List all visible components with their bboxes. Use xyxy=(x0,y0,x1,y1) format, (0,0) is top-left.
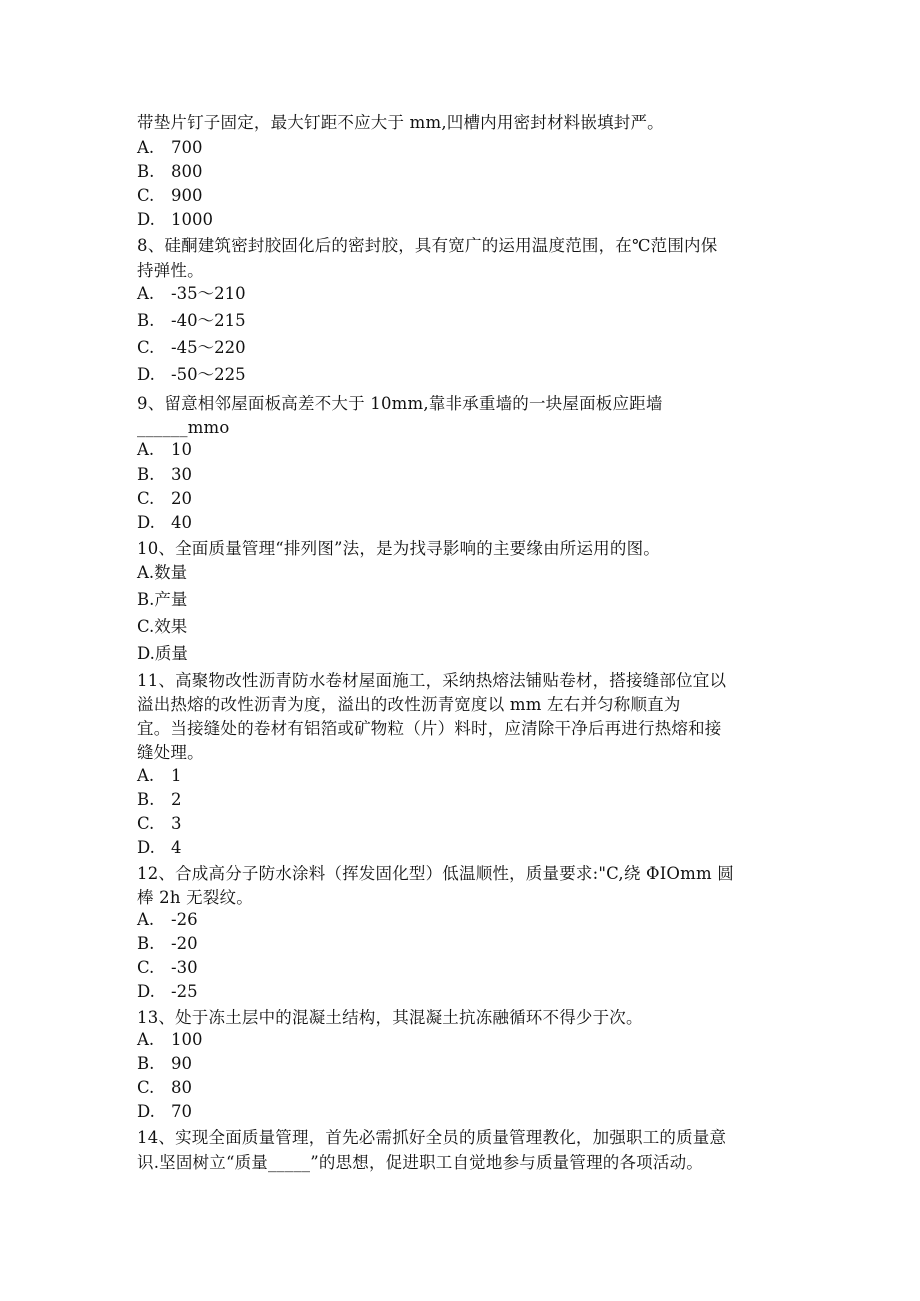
q8-option-a: A. -35～210 xyxy=(137,284,246,303)
q11-stem-line1: 11、高聚物改性沥青防水卷材屋面施工，采纳热熔法铺贴卷材，搭接缝部位宜以 xyxy=(137,671,727,690)
q11-option-a: A. 1 xyxy=(137,766,182,785)
q9-option-a: A. 10 xyxy=(137,440,192,459)
q7-option-b: B. 800 xyxy=(137,162,203,181)
q12-option-d: D. -25 xyxy=(137,982,198,1001)
q11-stem-line3: 宜。当接缝处的卷材有铝箔或矿物粒（片）料时，应清除干净后再进行热熔和接 xyxy=(137,719,722,738)
q11-stem-line2: 溢出热熔的改性沥青为度，溢出的改性沥青宽度以 mm 左右并匀称顺直为 xyxy=(137,695,681,714)
q11-option-b: B. 2 xyxy=(137,790,182,809)
q11-option-c: C. 3 xyxy=(137,814,182,833)
q9-stem-line2: ______mmo xyxy=(137,418,230,437)
q12-option-a: A. -26 xyxy=(137,910,198,929)
q8-stem-line1: 8、硅酮建筑密封胶固化后的密封胶，具有宽广的运用温度范围，在℃范围内保 xyxy=(137,236,718,255)
q13-option-a: A. 100 xyxy=(137,1030,203,1049)
q9-option-c: C. 20 xyxy=(137,489,192,508)
q8-option-d: D. -50～225 xyxy=(137,365,246,384)
q7-option-d: D. 1000 xyxy=(137,210,213,229)
q12-stem-line1: 12、合成高分子防水涂料（挥发固化型）低温顺性，质量要求:"C,绕 ΦIOmm 圆 xyxy=(137,864,734,883)
q8-option-b: B. -40～215 xyxy=(137,311,246,330)
q10-option-d: D.质量 xyxy=(137,644,188,663)
q12-option-c: C. -30 xyxy=(137,958,198,977)
q9-option-b: B. 30 xyxy=(137,465,192,484)
q8-option-c: C. -45～220 xyxy=(137,338,246,357)
q13-stem: 13、处于冻土层中的混凝土结构，其混凝土抗冻融循环不得少于次。 xyxy=(137,1008,643,1027)
q14-stem-line2: 识.坚固树立“质量_____”的思想，促进职工自觉地参与质量管理的各项活动。 xyxy=(137,1153,703,1172)
q12-stem-line2: 棒 2h 无裂纹。 xyxy=(137,888,253,907)
q10-stem: 10、全面质量管理“排列图”法，是为找寻影响的主要缘由所运用的图。 xyxy=(137,539,660,558)
q7-option-a: A. 700 xyxy=(137,138,203,157)
q7-option-c: C. 900 xyxy=(137,186,203,205)
q10-option-a: A.数量 xyxy=(137,563,188,582)
q9-stem-line1: 9、留意相邻屋面板高差不大于 10mm,靠非承重墙的一块屋面板应距墙 xyxy=(137,394,663,413)
q11-stem-line4: 缝处理。 xyxy=(137,743,204,762)
q11-option-d: D. 4 xyxy=(137,838,182,857)
q13-option-b: B. 90 xyxy=(137,1054,192,1073)
q9-option-d: D. 40 xyxy=(137,513,192,532)
q13-option-d: D. 70 xyxy=(137,1102,192,1121)
q10-option-c: C.效果 xyxy=(137,617,188,636)
q14-stem-line1: 14、实现全面质量管理，首先必需抓好全员的质量管理教化，加强职工的质量意 xyxy=(137,1128,727,1147)
q12-option-b: B. -20 xyxy=(137,934,198,953)
q13-option-c: C. 80 xyxy=(137,1078,192,1097)
q10-option-b: B.产量 xyxy=(137,590,188,609)
q7-stem: 带垫片钉子固定，最大钉距不应大于 mm,凹槽内用密封材料嵌填封严。 xyxy=(137,113,664,132)
q8-stem-line2: 持弹性。 xyxy=(137,261,204,280)
